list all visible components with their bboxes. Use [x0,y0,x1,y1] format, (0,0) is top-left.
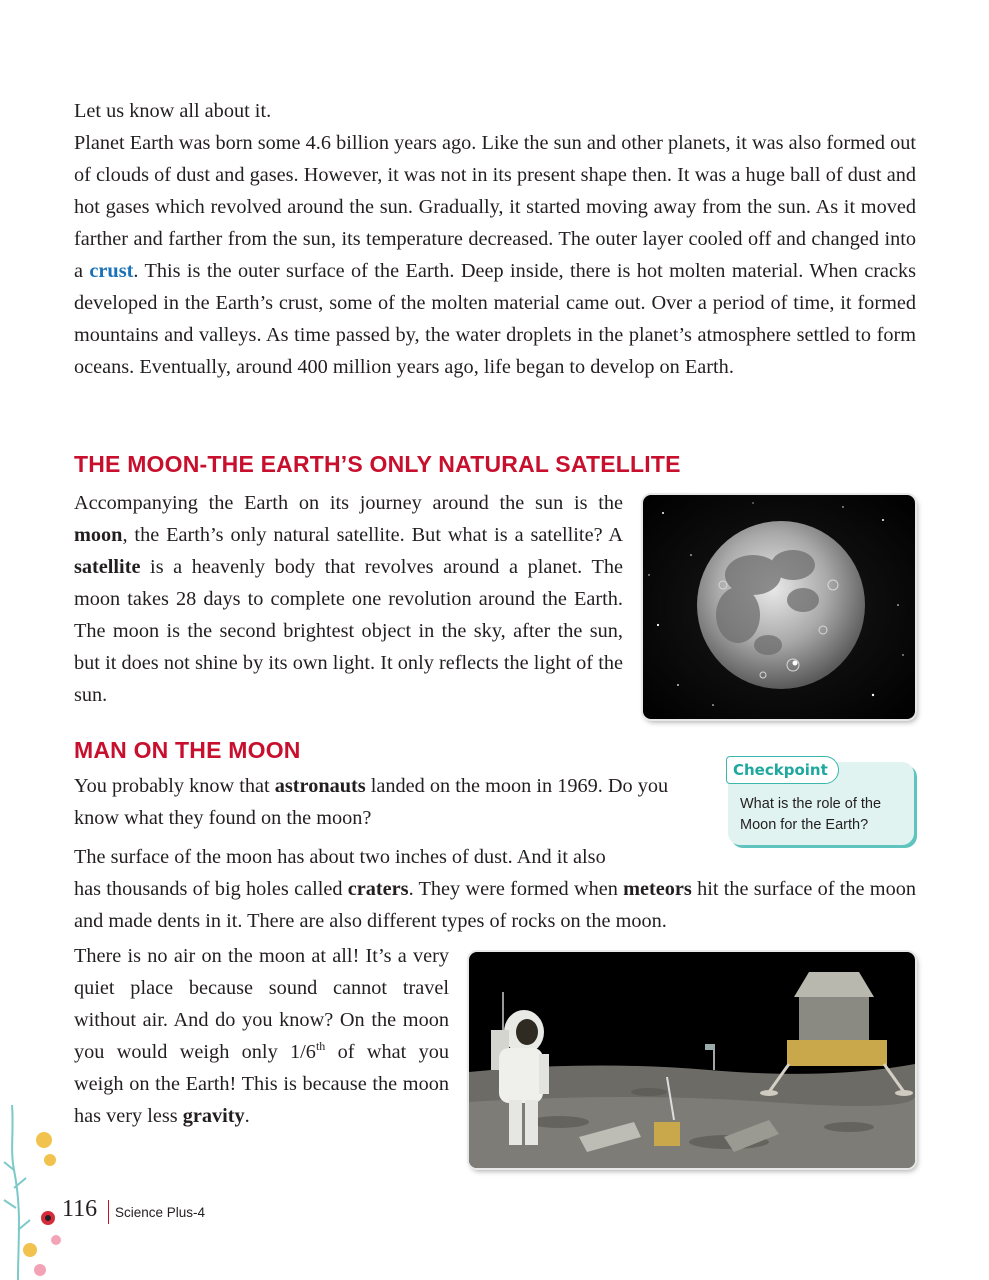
book-title: Science Plus-4 [115,1205,206,1220]
checkpoint-question: What is the role of the Moon for the Earth? [740,796,882,833]
intro-paragraph [74,127,916,383]
air-text-a: There is no air on the moon at all! It’s a very quiet place because sound cannot travel without air. And do you know? On the moon you would weigh only 1/6 [74,945,449,1063]
air-paragraph [74,940,449,1132]
intro-text-b: . This is the outer surface of the Earth. Deep inside, there is hot molten material. When cracks developed in the Earth’s crust, some of the molten material came out. Over a period of time, it formed mountains and valleys. As time passed by, the water droplets in the planet’s atmosphere settled to form oceans. Eventually, around 400 million years ago, life began to develop on Earth. [74,260,916,378]
astronaut-photo [469,952,915,1168]
surface-text-b: . They were formed when [408,878,624,900]
surface-first-line [74,841,734,873]
astronauts-paragraph [74,770,699,834]
superscript-th: th [315,1039,326,1054]
checkpoint-label: Checkpoint [726,756,839,784]
moon-section-heading: THE MOON-THE EARTH’S ONLY NATURAL SATELLITE [74,451,681,477]
intro-line [74,95,916,127]
page-number: 116 [62,1196,98,1222]
air-text-c: . [244,1105,250,1127]
surface-text-a: has thousands of big holes called [74,878,348,900]
astronauts-text-b: landed on the moon in 1969. Do you know what they found on the moon? [74,775,669,829]
moon-photo [643,495,915,719]
keyword-moon: moon [74,524,123,546]
checkpoint-box [728,762,917,848]
keyword-gravity: gravity [182,1105,245,1127]
footer-divider [108,1200,109,1224]
surface-text-c: hit the surface of the moon and made dents in it. There are also different types of rocks on the moon. [74,878,916,932]
moon-text-b: , the Earth’s only natural satellite. But what is a satellite? A [122,524,623,546]
air-text-b: of what you weigh on the Earth! This is because the moon has very less [74,1041,449,1127]
man-on-moon-heading: MAN ON THE MOON [74,737,301,763]
surface-paragraph [74,873,916,937]
moon-text-a: Accompanying the Earth on its journey around the sun is the [74,492,623,514]
keyword-craters: craters [347,878,409,900]
surface-first-line-text: The surface of the moon has about two inches of dust. And it also [74,846,606,868]
moon-paragraph [74,487,623,711]
keyword-meteors: meteors [623,878,692,900]
intro-line-text: Let us know all about it. [74,100,272,122]
moon-text-c: is a heavenly body that revolves around a planet. The moon takes 28 days to complete one revolution around the Earth. The moon is the second brightest object in the sky, after the sun, but it does not shine by its own light. It only reflects the light of the sun. [74,556,623,706]
keyword-crust: crust [89,260,134,282]
floral-decoration [0,1100,70,1280]
keyword-astronauts: astronauts [274,775,366,797]
keyword-satellite: satellite [74,556,141,578]
astronauts-text-a: You probably know that [74,775,275,797]
intro-text-a: Planet Earth was born some 4.6 billion years ago. Like the sun and other planets, it was also formed out of clouds of dust and gases. However, it was not in its present shape then. It was a huge ball of dust and hot gases which revolved around the sun. Gradually, it started moving away from the sun. As it moved farther and farther from the sun, its temperature decreased. The outer layer cooled off and changed into a [74,132,916,282]
